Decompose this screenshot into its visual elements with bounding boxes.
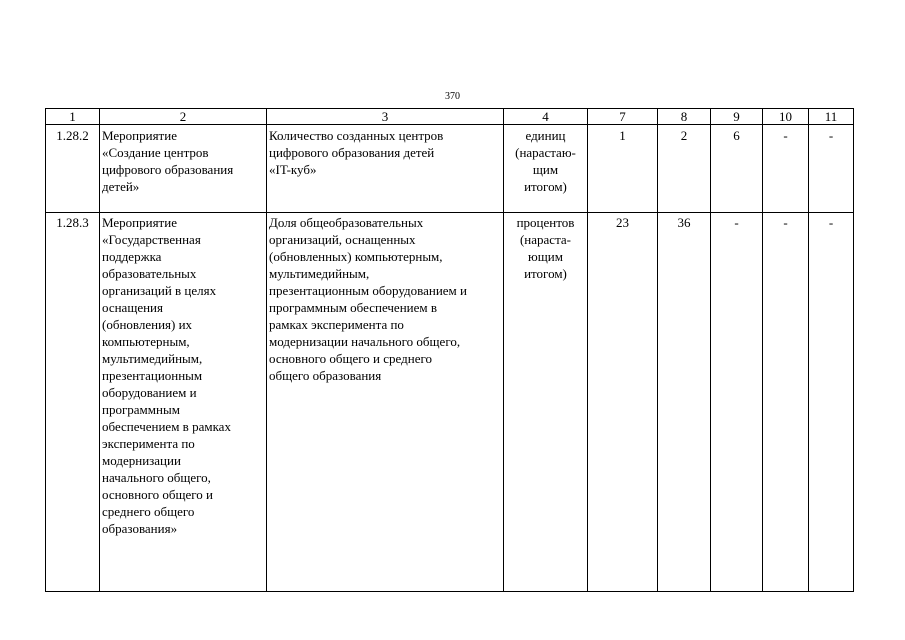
- event-cell: [100, 213, 267, 592]
- header-cell-col-9: 9: [711, 109, 763, 125]
- indicators-table: [45, 108, 854, 592]
- unit-text: процентов (нараста- ющим итогом): [516, 215, 575, 281]
- header-cell-col-11: 11: [809, 109, 854, 125]
- unit-cell: [504, 213, 588, 592]
- event-text: Мероприятие «Государственная поддержка образовательных организаций в целях оснащения (обновления) их компьютерным, мультимедийным, презентационным оборудованием и программным обеспечением в рамках эксперимента по модернизации начального общего, основного общего и среднего общего образования»: [102, 215, 231, 536]
- row-number-cell: 1.28.2: [46, 125, 100, 213]
- header-cell-col-8: 8: [658, 109, 711, 125]
- table-row: [46, 125, 854, 213]
- event-text: Мероприятие «Создание центров цифрового образования детей»: [102, 128, 234, 194]
- header-cell-col-4: 4: [504, 109, 588, 125]
- table-row: [46, 213, 854, 592]
- indicator-text: Доля общеобразовательных организаций, оснащенных (обновленных) компьютерным, мультимедийным, презентационным оборудованием и программным обеспечением в рамках эксперимента по модернизации начального общего, основного общего и среднего общего образования: [269, 215, 467, 383]
- value-cell-col-7: 1: [588, 125, 658, 213]
- row-number-cell: 1.28.3: [46, 213, 100, 592]
- value-cell-col-11: -: [809, 125, 854, 213]
- indicator-cell: [267, 125, 504, 213]
- header-cell-col-1: 1: [46, 109, 100, 125]
- value-cell-col-9: 6: [711, 125, 763, 213]
- value-cell-col-8: 2: [658, 125, 711, 213]
- header-cell-col-10: 10: [763, 109, 809, 125]
- value-cell-col-8: 36: [658, 213, 711, 592]
- indicator-cell: [267, 213, 504, 592]
- indicator-text: Количество созданных центров цифрового образования детей «IT-куб»: [269, 128, 444, 177]
- value-cell-col-11: -: [809, 213, 854, 592]
- value-cell-col-10: -: [763, 125, 809, 213]
- table-header-row: [46, 109, 854, 125]
- page-number: 370: [445, 91, 460, 102]
- event-cell: [100, 125, 267, 213]
- header-cell-col-3: 3: [267, 109, 504, 125]
- header-cell-col-2: 2: [100, 109, 267, 125]
- value-cell-col-7: 23: [588, 213, 658, 592]
- value-cell-col-10: -: [763, 213, 809, 592]
- header-cell-col-7: 7: [588, 109, 658, 125]
- value-cell-col-9: -: [711, 213, 763, 592]
- unit-text: единиц (нарастаю- щим итогом): [515, 128, 576, 194]
- unit-cell: [504, 125, 588, 213]
